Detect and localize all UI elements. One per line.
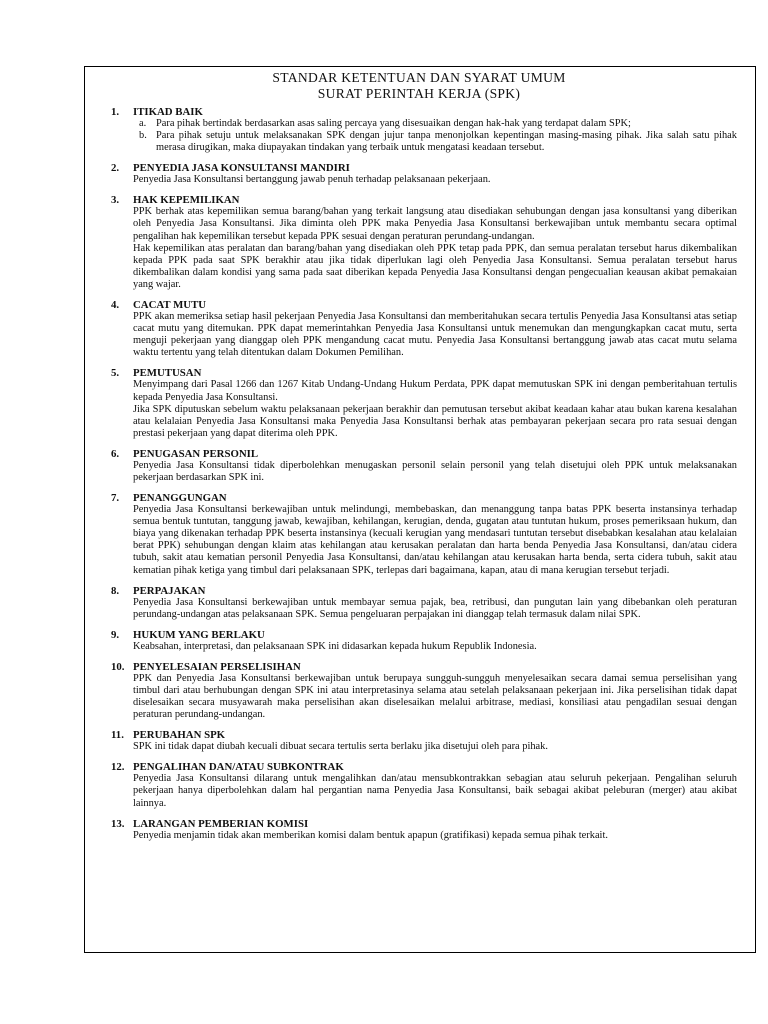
section-heading: PENUGASAN PERSONIL [133, 447, 259, 460]
section-paragraph: Penyedia Jasa Konsultansi berkewajiban untuk melindungi, membebaskan, dan menanggung tanpa batas PPK beserta instansinya terhadap semua bentuk tuntutan, tanggung jawab, kewajiban, kehilangan, kerugian, denda, gugatan atau tuntutan hukum, proses pemeriksaan hukum, dan biaya yang dikenakan terhadap PPK beserta instansinya (kecuali kerugian yang mendasari tuntutan tersebut disebabkan kesalahan atau kelalaian berat PPK) sehubungan dengan klaim atas kehilangan atau kerusakan peralatan dan harta benda Penyedia Jasa Konsultansi, dan/atau cidera tubuh, sakit atau kematian personil Penyedia Jasa Konsultansi, dan/atau kehilangan atau kerusakan harta benda, serta cidera tubuh, sakit atau kematian pihak ketiga yang timbul dari pelaksanaan SPK, terlepas dari bagaimana, kapan, atau di mana kerugian tersebut terjadi. [133, 504, 737, 576]
section-paragraph: SPK ini tidak dapat diubah kecuali dibuat secara tertulis serta berlaku jika disetujui oleh para pihak. [133, 741, 548, 753]
subitem-letter: b. [139, 130, 147, 142]
section-paragraph: Hak kepemilikan atas peralatan dan barang/bahan yang disediakan oleh PPK tetap pada PPK, dan semua peralatan tersebut harus dikembalikan kepada PPK pada saat SPK berakhir atau jika tidak diperlukan lagi oleh Penyedia Jasa Konsultansi. Semua peralatan tersebut harus dikembalikan dalam kondisi yang sama pada saat diberikan kepada Penyedia Jasa Konsultansi dengan pengecualian keausan akibat pemakaian yang wajar. [133, 242, 737, 290]
section [101, 818, 737, 842]
section-heading: PENANGGUNGAN [133, 492, 227, 505]
subitem [133, 118, 737, 130]
section-heading: HAK KEPEMILIKAN [133, 194, 240, 207]
section-number: 1. [111, 106, 120, 118]
subitem-letter: a. [139, 118, 147, 129]
section-number: 7. [111, 492, 120, 505]
section [101, 492, 737, 577]
section-number: 3. [111, 194, 120, 207]
document-frame [84, 66, 756, 953]
section-paragraph: PPK dan Penyedia Jasa Konsultansi berkewajiban untuk berupaya sungguh-sungguh menyelesaikan secara damai semua perselisihan yang timbul dari atau berhubungan dengan SPK ini atau interpretasinya selama atau setelah pelaksanaan pekerjaan ini. Jika perselisihan tidak dapat diselesaikan secara musyawarah maka perselisihan akan diselesaikan melalui arbitrase, mediasi, konsiliasi atau pengadilan sesuai dengan peraturan perundang-undangan. [133, 672, 737, 721]
section [101, 194, 737, 291]
sections-list [101, 106, 737, 842]
title-line-1: STANDAR KETENTUAN DAN SYARAT UMUM [272, 70, 566, 85]
section [101, 162, 737, 186]
section [101, 106, 737, 154]
document-title [101, 70, 737, 102]
section-heading: PENYELESAIAN PERSELISIHAN [133, 660, 301, 673]
section-number: 8. [111, 584, 120, 597]
section-number: 13. [111, 817, 125, 830]
section [101, 761, 737, 809]
subitem [133, 130, 737, 154]
title-line-2: SURAT PERINTAH KERJA (SPK) [317, 86, 521, 101]
section-number: 10. [111, 660, 125, 673]
subitem-text: Para pihak bertindak berdasarkan asas saling percaya yang disesuaikan dengan hak-hak yang terdapat dalam SPK; [156, 118, 631, 129]
section-heading: PERPAJAKAN [133, 584, 206, 597]
section-heading: LARANGAN PEMBERIAN KOMISI [133, 817, 309, 830]
section [101, 729, 737, 753]
section-heading: ITIKAD BAIK [133, 106, 203, 118]
section-number: 11. [111, 729, 124, 742]
section-paragraph: PPK akan memeriksa setiap hasil pekerjaan Penyedia Jasa Konsultansi dan memberitahukan secara tertulis Penyedia Jasa Konsultansi atas setiap cacat mutu yang ditemukan. PPK dapat memerintahkan Penyedia Jasa Konsultansi untuk menemukan dan mengungkapkan cacat mutu, serta menguji pekerjaan yang dianggap oleh PPK mengandung cacat mutu. Penyedia Jasa Konsultansi bertanggung jawab atas cacat mutu selama waktu tertentu yang telah ditentukan dalam Dokumen Pemilihan. [133, 311, 737, 359]
section-number: 12. [111, 761, 125, 774]
section-number: 6. [111, 447, 120, 460]
section [101, 629, 737, 653]
section-heading: PENYEDIA JASA KONSULTANSI MANDIRI [133, 162, 350, 175]
section-paragraph: Keabsahan, interpretasi, dan pelaksanaan SPK ini didasarkan kepada hukum Republik Indonesia. [133, 640, 537, 652]
section-paragraph: Penyedia Jasa Konsultansi dilarang untuk mengalihkan dan/atau mensubkontrakkan sebagian atau seluruh pekerjaan. Pengalihan seluruh pekerjaan hanya diperbolehkan dalam hal pergantian nama Penyedia Jasa Konsultansi, baik sebagai akibat peleburan (merger) atau akibat lainnya. [133, 773, 737, 809]
section-heading: PEMUTUSAN [133, 367, 202, 380]
section-paragraph: Penyedia Jasa Konsultansi berkewajiban untuk membayar semua pajak, bea, retribusi, dan pungutan lain yang dibebankan oleh peraturan perundang-undangan atas pelaksanaan SPK. Semua pengeluaran perpajakan ini dianggap telah termasuk dalam nilai SPK. [133, 596, 737, 620]
section-number: 4. [111, 299, 120, 312]
section [101, 585, 737, 621]
section-paragraph: PPK berhak atas kepemilikan semua barang/bahan yang terkait langsung atau disediakan sehubungan dengan jasa konsultansi yang diberikan oleh Penyedia Jasa Konsultansi. Jika diminta oleh PPK maka Penyedia Jasa Konsultansi berkewajiban untuk membantu secara optimal pengalihan hak kepemilikan tersebut kepada PPK sesuai dengan peraturan perundang-undangan. [133, 206, 737, 242]
section-heading: CACAT MUTU [133, 299, 207, 312]
section [101, 448, 737, 484]
section-heading: HUKUM YANG BERLAKU [133, 628, 265, 641]
section-paragraph: Penyedia Jasa Konsultansi tidak diperbolehkan menugaskan personil selain personil yang telah disetujui oleh PPK untuk melaksanakan pekerjaan berdasarkan SPK ini. [133, 459, 737, 483]
section-paragraph: Penyedia menjamin tidak akan memberikan komisi dalam bentuk apapun (gratifikasi) kepada semua pihak terkait. [133, 829, 608, 841]
section-number: 5. [111, 367, 120, 380]
section-paragraph: Jika SPK diputuskan sebelum waktu pelaksanaan pekerjaan berakhir dan pemutusan tersebut akibat keadaan kahar atau bukan karena kesalahan atau kelalaian Penyedia Jasa Konsultansi maka Penyedia Jasa Konsultansi berhak atas pembayaran pekerjaan secara pro rata sesuai dengan prestasi pekerjaan yang dapat diterima oleh PPK. [133, 403, 737, 439]
subitem-text: Para pihak setuju untuk melaksanakan SPK dengan jujur tanpa menonjolkan kepentingan masing-masing pihak. Jika salah satu pihak merasa dirugikan, maka diupayakan tindakan yang terbaik untuk mengatasi keadaan tersebut. [156, 130, 737, 154]
section [101, 299, 737, 359]
section-paragraph: Menyimpang dari Pasal 1266 dan 1267 Kitab Undang-Undang Hukum Perdata, PPK dapat memutuskan SPK ini dengan pemberitahuan tertulis kepada Penyedia Jasa Konsultansi. [133, 379, 737, 403]
section-paragraph: Penyedia Jasa Konsultansi bertanggung jawab penuh terhadap pelaksanaan pekerjaan. [133, 174, 491, 186]
section [101, 367, 737, 439]
section-number: 2. [111, 162, 120, 175]
section [101, 661, 737, 721]
section-number: 9. [111, 628, 120, 641]
section-heading: PERUBAHAN SPK [133, 729, 226, 742]
section-heading: PENGALIHAN DAN/ATAU SUBKONTRAK [133, 761, 344, 774]
